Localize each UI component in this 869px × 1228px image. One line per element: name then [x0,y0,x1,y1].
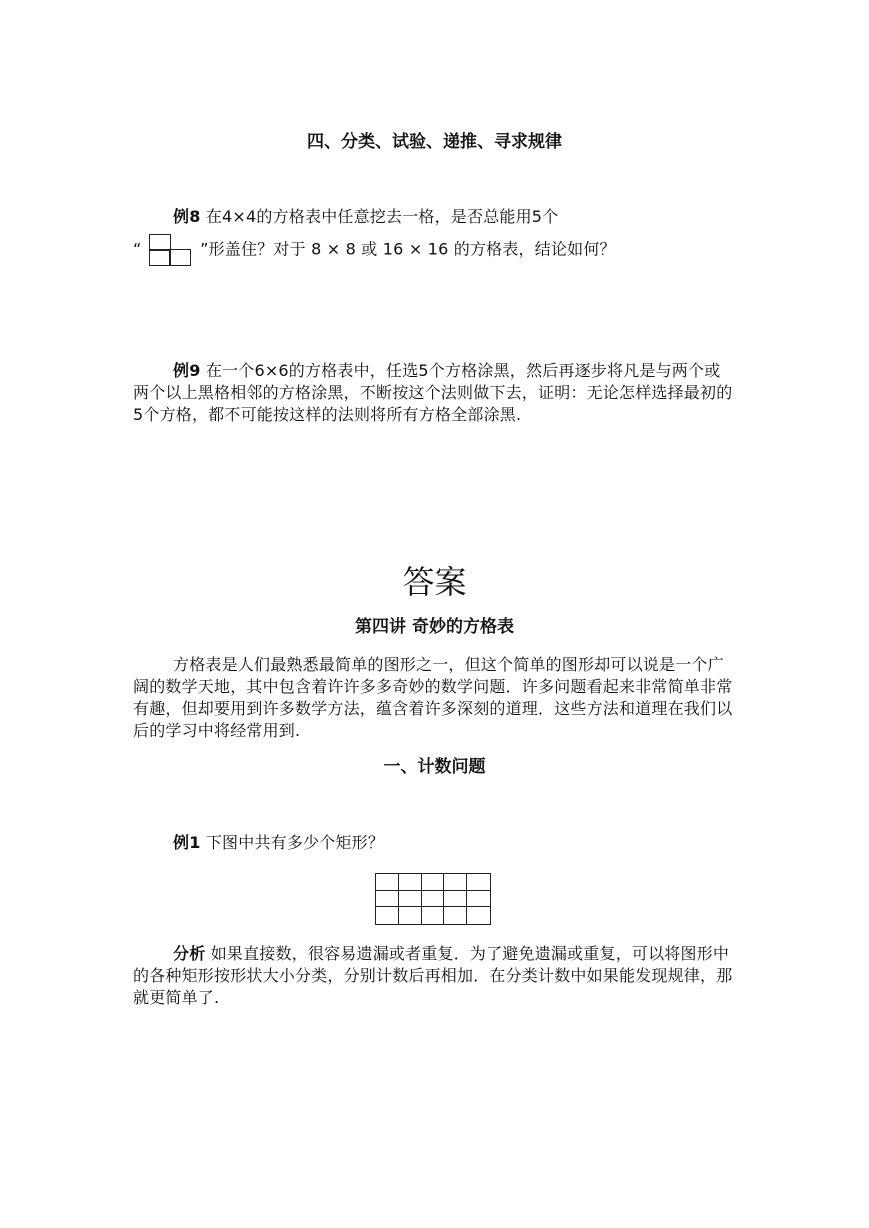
analysis-text: 如果直接数，很容易遗漏或者重复．为了避免遗漏或重复，可以将图形中的各种矩形按形状大小分类，分别计数后再相加．在分类计数中如果能发现规律，那就更简单了. [133,944,733,1007]
answer-title: 答案 [402,563,467,601]
intro-paragraph: 方格表是人们最熟悉最简单的图形之一，但这个简单的图形却可以说是一个广阔的数学天地，其中包含着许许多多奇妙的数学问题．许多问题看起来非常简单非常有趣，但却要用到许多数学方法，蕴含着许多深刻的道理．这些方法和道理在我们以后的学习中将经常用到. [133,655,733,740]
l-tromino-icon [149,234,193,266]
example-8-line-1 [133,206,733,228]
example-8-line-2 [133,234,733,266]
example-9-text: 在一个6×6的方格表中，任选5个方格涂黑，然后再逐步将凡是与两个或两个以上黑格相邻的方格涂黑，不断按这个法则做下去，证明：无论怎样选择最初的5个方格，都不可能按这样的法则将所有方格全部涂黑. [133,361,733,424]
analysis-label: 分析 [173,944,206,963]
section-heading-4: 四、分类、试验、递推、寻求规律 [307,132,562,152]
quote-open: “ [133,239,142,259]
example-9 [133,360,733,426]
example-8-label: 例8 [173,207,201,226]
analysis [133,943,733,1009]
example-1-text: 下图中共有多少个矩形？ [205,833,385,852]
example-1-label: 例1 [173,833,201,852]
example-8-text-1: 在4×4的方格表中任意挖去一格，是否总能用5个 [205,207,559,226]
example-1 [133,832,733,854]
section-heading-1: 一、计数问题 [383,757,486,777]
example-8 [133,206,733,266]
grid-3x5-icon [375,873,491,925]
example-9-label: 例9 [173,361,201,380]
example-8-text-2: ”形盖住？对于 8 × 8 或 16 × 16 的方格表，结论如何？ [200,239,616,259]
lecture-title: 第四讲 奇妙的方格表 [355,617,514,637]
